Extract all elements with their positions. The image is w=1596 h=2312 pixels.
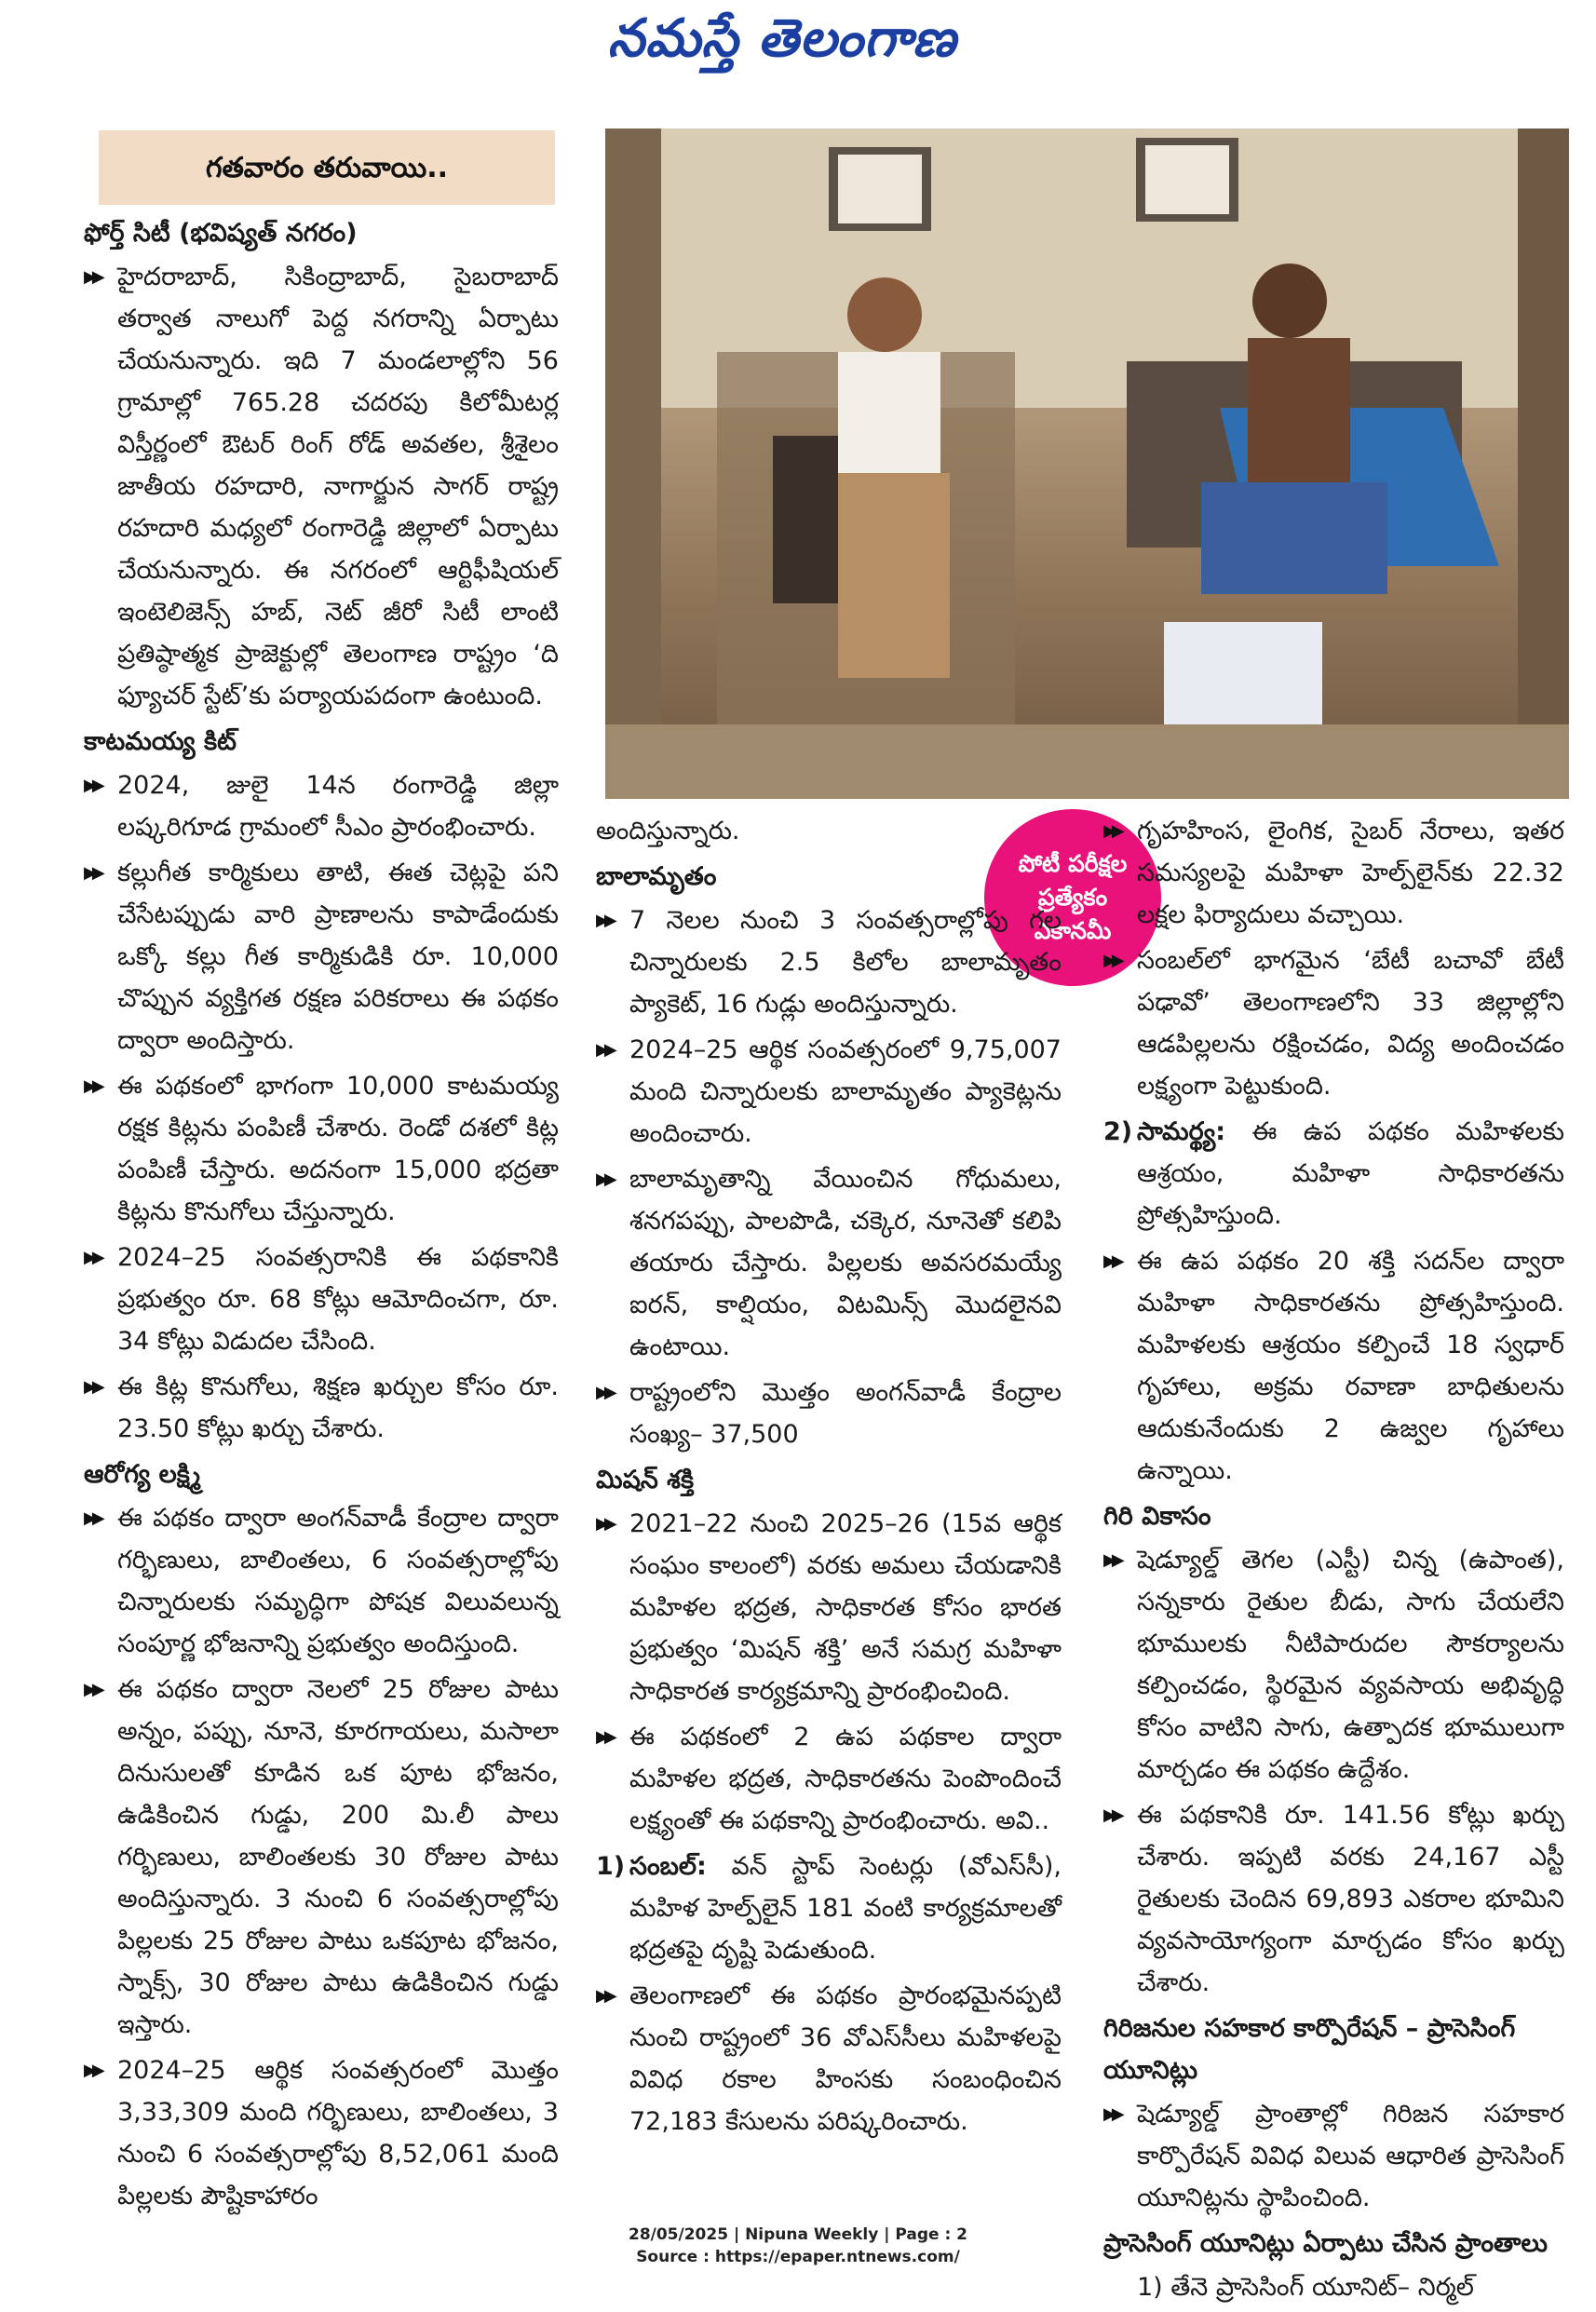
bullet-icon: ▶▶ (596, 1383, 613, 1402)
bullet-icon: ▶▶ (84, 776, 101, 795)
bullet-icon: ▶▶ (596, 1514, 613, 1534)
sub-scheme-samarthya: సామర్థ్య: (1137, 1117, 1226, 1146)
bullet-icon: ▶▶ (1103, 2104, 1120, 2124)
list-item: 1) తేనె ప్రాసెసింగ్ యూనిట్– నిర్మల్ (1137, 2273, 1474, 2302)
list-item: ▶▶ రాష్ట్రంలోని మొత్తం అంగన్‌వాడీ కేంద్రాల సంఖ్య– 37,500 (596, 1372, 1062, 1455)
continued-text: అందిస్తున్నారు. (596, 817, 740, 845)
heading-fourth-city: ఫోర్త్ సిటీ (భవిష్యత్ నగరం) (84, 219, 358, 248)
list-item: ▶▶ హైదరాబాద్, సికింద్రాబాద్, సైబరాబాద్ తర్వాత నాలుగో పెద్ద నగరాన్ని ఏర్పాటు చేయనున్నారు. ఇది 7 మండలాల్లోని 56 గ్రామాల్లో 765.28 చదరపు కిలోమీటర్ల విస్తీర్ణంలో ఔటర్ రింగ్ రోడ్ అవతల, శ్రీశైలం జాతీయ రహదారి, నాగార్జున సాగర్ రాష్ట్ర రహదారి మధ్యలో రంగారెడ్డి జిల్లాలో ఏర్పాటు చేయనున్నారు. ఈ నగరంలో ఆర్టిఫీషియల్ ఇంటెలిజెన్స్ హబ్, నెట్ జీరో సిటీ లాంటి ప్రతిష్ఠాత్మక ప్రాజెక్టుల్లో తెలంగాణ రాష్ట్రం ‘ది ఫ్యూచర్ స్టేట్’కు పర్యాయపదంగా ఉంటుంది. (84, 256, 559, 717)
heading-giri-vikasam: గిరి వికాసం (1103, 1502, 1211, 1531)
list-item: ▶▶ కల్లుగీత కార్మికులు తాటి, ఈత చెట్లపై పని చేసేటప్పుడు వారి ప్రాణాలను కాపాడేందుకు ఒక్కో కల్లు గీత కార్మికుడికి రూ. 10,000 చొప్పున వ్యక్తిగత రక్షణ పరికరాలు ఈ పథకం ద్వారా అందిస్తారు. (84, 852, 559, 1061)
list-item: ▶▶ 2024–25 సంవత్సరానికి ఈ పథకానికి ప్రభుత్వం రూ. 68 కోట్లు ఆమోదించగా, రూ. 34 కోట్లు విడుదల చేసింది. (84, 1237, 559, 1362)
list-item: ▶▶ 2024–25 ఆర్థిక సంవత్సరంలో 9,75,007 మంది చిన్నారులకు బాలామృతం ప్యాకెట్లను అందించారు. (596, 1029, 1062, 1155)
heading-balamrutham: బాలామృతం (596, 862, 717, 891)
badge-line2: ప్రత్యేకం (1037, 884, 1108, 911)
page-footer (0, 2224, 1596, 2268)
list-item: ▶▶ ఈ పథకంలో 2 ఉప పథకాల ద్వారా మహిళల భద్రత, సాధికారతను పెంపొందించే లక్ష్యంతో ఈ పథకాన్ని ప్రారంభించారు. అవి.. (596, 1716, 1062, 1842)
continued-banner: గతవారం తరువాయి.. (99, 130, 555, 205)
bullet-icon: ▶▶ (1103, 1805, 1120, 1825)
list-item: ▶▶ ఈ పథకం ద్వారా అంగన్‌వాడీ కేంద్రాల ద్వారా గర్భిణులు, బాలింతలు, 6 సంవత్సరాల్లోపు చిన్నారులకు సమృద్ధిగా పోషక విలువలున్న సంపూర్ణ భోజనాన్ని ప్రభుత్వం అందిస్తుంది. (84, 1497, 559, 1665)
list-item: ▶▶ 2021–22 నుంచి 2025–26 (15వ ఆర్థిక సంఘం కాలంలో) వరకు అమలు చేయడానికి మహిళల భద్రత, సాధికారత కోసం భారత ప్రభుత్వం ‘మిషన్ శక్తి’ అనే సమగ్ర మహిళా సాధికారత కార్యక్రమాన్ని ప్రారంభించింది. (596, 1503, 1062, 1712)
bullet-icon: ▶▶ (596, 1170, 613, 1189)
heading-tribal-corporation: గిరిజనుల సహకార కార్పొరేషన్ – ప్రాసెసింగ్ యూనిట్లు (1103, 2014, 1516, 2085)
bullet-icon: ▶▶ (84, 1377, 101, 1397)
badge-line1: పోటీ పరీక్షల (1018, 850, 1128, 877)
bullet-icon: ▶▶ (84, 1680, 101, 1699)
bullet-icon: ▶▶ (84, 1076, 101, 1096)
list-item: ▶▶ 7 నెలల నుంచి 3 సంవత్సరాల్లోపు గల చిన్నారులకు 2.5 కిలోల బాలామృతం ప్యాకెట్, 16 గుడ్లు అందిస్తున్నారు. (596, 899, 1062, 1025)
bullet-icon: ▶▶ (1103, 1550, 1120, 1570)
bullet-icon: ▶▶ (84, 2061, 101, 2080)
list-item: ▶▶ సంబల్‌లో భాగమైన ‘బేటీ బచావో బేటీ పఢావో’ తెలంగాణలోని 33 జిల్లాల్లోని ఆడపిల్లలను రక్షించడం, విద్య అందించడం లక్ష్యంగా పెట్టుకుంది. (1103, 940, 1564, 1107)
sub-scheme-sambal: సంబల్: (629, 1852, 707, 1881)
list-item: ▶▶ గృహహింస, లైంగిక, సైబర్ నేరాలు, ఇతర సమస్యలపై మహిళా హెల్ప్‌లైన్‌కు 22.32 లక్షల ఫిర్యాదులు వచ్చాయి. (1103, 810, 1564, 936)
bullet-icon: ▶▶ (596, 1727, 613, 1747)
column-left (84, 130, 559, 2221)
bullet-icon: ▶▶ (1103, 821, 1120, 841)
list-item: ▶▶ బాలామృతాన్ని వేయించిన గోధుమలు, శనగపప్పు, పాలపొడి, చక్కెర, నూనెతో కలిపి తయారు చేస్తారు. పిల్లలకు అవసరమయ్యే ఐరన్, కాల్షియం, విటమిన్స్ మొదలైనవి ఉంటాయి. (596, 1158, 1062, 1368)
list-item: ▶▶ తెలంగాణలో ఈ పథకం ప్రారంభమైనప్పటి నుంచి రాష్ట్రంలో 36 వోఎస్‌సీలు మహిళలపై వివిధ రకాల హింసకు సంబంధించిన 72,183 కేసులను పరిష్కరించారు. (596, 1975, 1062, 2143)
list-item: ▶▶ 2024–25 ఆర్థిక సంవత్సరంలో మొత్తం 3,33,309 మంది గర్భిణులు, బాలింతలు, 3 నుంచి 6 సంవత్సరాల్లోపు 8,52,061 మంది పిల్లలకు పౌష్టికాహారం (84, 2049, 559, 2217)
footer-date-line: 28/05/2025 | Nipuna Weekly | Page : 2 (628, 2225, 967, 2244)
badge-line3: ఎకానమీ (1034, 917, 1112, 944)
list-item: ▶▶ ఈ పథకానికి రూ. 141.56 కోట్లు ఖర్చు చేశారు. ఇప్పటి వరకు 24,167 ఎస్టీ రైతులకు చెందిన 69,893 ఎకరాల భూమిని వ్యవసాయోగ్యంగా మార్చడం కోసం ఖర్చు చేశారు. (1103, 1794, 1564, 2004)
bullet-icon: ▶▶ (1103, 1251, 1120, 1271)
list-item: ▶▶ షెడ్యూల్డ్ తెగల (ఎస్టీ) చిన్న (ఉపాంత), సన్నకారు రైతుల బీడు, సాగు చేయలేని భూములకు నీటిపారుదల సౌకర్యాలను కల్పించడం, స్థిరమైన వ్యవసాయ అభివృద్ధి కోసం వాటిని సాగు, ఉత్పాదక భూములుగా మార్చడం ఈ పథకం ఉద్దేశం. (1103, 1539, 1564, 1791)
numbered-item: 2) సామర్థ్య: ఈ ఉప పథకం మహిళలకు ఆశ్రయం, మహిళా సాధికారతను ప్రోత్సహిస్తుంది. (1103, 1117, 1564, 1230)
list-item: ▶▶ ఈ పథకం ద్వారా నెలలో 25 రోజుల పాటు అన్నం, పప్పు, నూనె, కూరగాయలు, మసాలా దినుసులతో కూడిన ఒక పూట భోజనం, ఉడికించిన గుడ్డు, 200 మి.లీ పాలు గర్భిణులు, బాలింతలకు 30 రోజుల పాటు అందిస్తున్నారు. 3 నుంచి 6 సంవత్సరాల్లోపు పిల్లలకు 25 రోజుల పాటు ఒకపూట భోజనం, స్నాక్స్, 30 రోజుల పాటు ఉడికించిన గుడ్డు ఇస్తారు. (84, 1669, 559, 2046)
bullet-icon: ▶▶ (596, 1986, 613, 2006)
numbered-item: 1) సంబల్: వన్ స్టాప్ సెంటర్లు (వోఎస్‌సీ), మహిళ హెల్ప్‌లైన్ 181 వంటి కార్యక్రమాలతో భద్రతపై దృష్టి పెడుతుంది. (596, 1852, 1062, 1965)
heading-arogya-lakshmi: ఆరోగ్య లక్ష్మి (84, 1460, 201, 1489)
bullet-icon: ▶▶ (84, 863, 101, 883)
list-item: ▶▶ ఈ కిట్ల కొనుగోలు, శిక్షణ ఖర్చుల కోసం రూ. 23.50 కోట్లు ఖర్చు చేశారు. (84, 1366, 559, 1450)
heading-mission-shakti: మిషన్ శక్తి (596, 1466, 695, 1494)
bullet-icon: ▶▶ (84, 1508, 101, 1528)
bullet-icon: ▶▶ (596, 911, 613, 930)
bullet-icon: ▶▶ (1103, 951, 1120, 970)
column-middle (596, 810, 1062, 2146)
masthead-logo: నమస్తే తెలంగాణ (607, 7, 957, 69)
column-right (1103, 810, 1564, 2312)
footer-source-line: Source : https://epaper.ntnews.com/ (636, 2248, 960, 2266)
weavers-photo (605, 128, 1569, 799)
bullet-icon: ▶▶ (596, 1040, 613, 1060)
heading-processing-locations: ప్రాసెసింగ్ యూనిట్లు ఏర్పాటు చేసిన ప్రాంతాలు (1103, 2229, 1549, 2258)
list-item: ▶▶ 2024, జులై 14న రంగారెడ్డి జిల్లా లష్కరిగూడ గ్రామంలో సీఎం ప్రారంభించారు. (84, 764, 559, 848)
heading-katamayya-kit: కాటమయ్య కిట్ (84, 727, 237, 756)
list-item: ▶▶ ఈ ఉప పథకం 20 శక్తి సదన్‌ల ద్వారా మహిళా సాధికారతను ప్రోత్సహిస్తుంది. మహిళలకు ఆశ్రయం కల్పించే 18 స్వధార్ గృహాలు, అక్రమ రవాణా బాధితులను ఆదుకునేందుకు 2 ఉజ్వల గృహాలు ఉన్నాయి. (1103, 1240, 1564, 1492)
bullet-icon: ▶▶ (84, 1248, 101, 1267)
bullet-icon: ▶▶ (84, 267, 101, 287)
list-item: ▶▶ షెడ్యూల్డ్ ప్రాంతాల్లో గిరిజన సహకార కార్పొరేషన్ వివిధ విలువ ఆధారిత ప్రాసెసింగ్ యూనిట్లను స్థాపించింది. (1103, 2093, 1564, 2219)
weavers-illustration (605, 128, 1569, 799)
list-item: ▶▶ ఈ పథకంలో భాగంగా 10,000 కాటమయ్య రక్షక కిట్లను పంపిణీ చేశారు. రెండో దశలో కిట్ల పంపిణీ చేస్తారు. అదనంగా 15,000 భద్రతా కిట్లను కొనుగోలు చేస్తున్నారు. (84, 1065, 559, 1233)
